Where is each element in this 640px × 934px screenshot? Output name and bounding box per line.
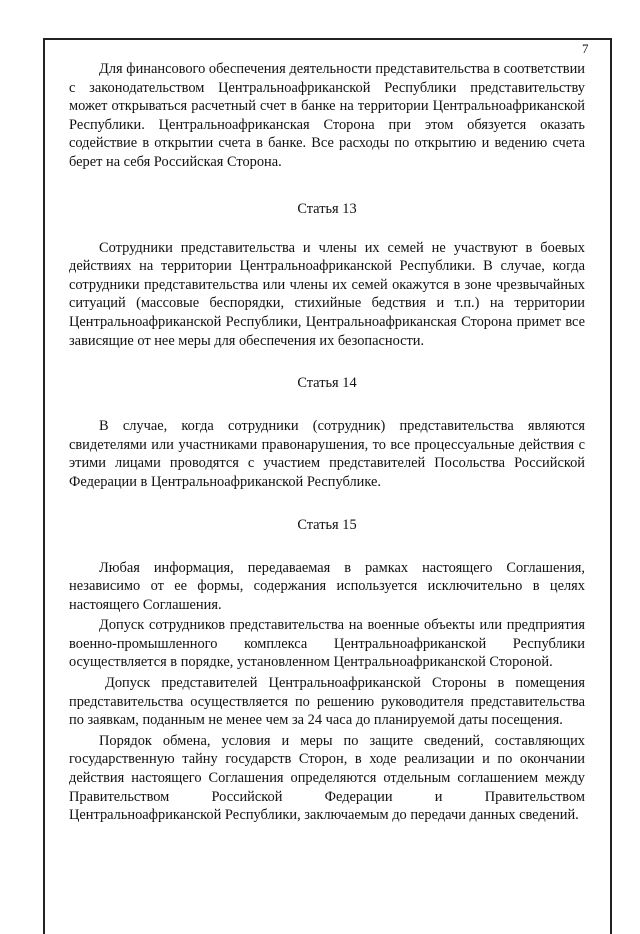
- paragraph-military-access: Допуск сотрудников представительства на военные объекты или предприятия военно-промышленного комплекса Центральноафриканской Республики осуществляется в порядке, установленном Центральноафриканской Стороной.: [69, 617, 585, 671]
- paragraph-information-use: Любая информация, передаваемая в рамках настоящего Соглашения, независимо от ее формы, содержания используется исключительно в целях настоящего Соглашения.: [69, 559, 585, 613]
- paragraph-account-opening: Для финансового обеспечения деятельности представительства в соответствии с законодательством Центральноафриканской Республики представительству может открываться расчетный счет в банке на территории Центральноафриканской Республики. Центральноафриканская Сторона при этом обязуется оказать содействие в открытии счета в банке. Все расходы по открытию и ведению счета берет на себя Российская Сторона.: [69, 61, 585, 170]
- paragraph-state-secrets: Порядок обмена, условия и меры по защите сведений, составляющих государственную тайну государств Сторон, в ходе реализации и по окончании действия настоящего Соглашения определяются отдельным соглашением между Правительством Российской Федерации и Правительством Центральноафриканской Республики, заключаемым до передачи данных сведений.: [69, 732, 585, 824]
- document-body: [69, 60, 585, 825]
- paragraph-offenses: В случае, когда сотрудники (сотрудник) представительства являются свидетелями или участниками правонарушения, то все процессуальные действия с этими лицами проводятся с участием представителей Посольства Российской Федерации в Центральноафриканской Республике.: [69, 418, 585, 490]
- article-15-heading: Статья 15: [297, 516, 357, 533]
- article-14-heading: Статья 14: [297, 375, 357, 392]
- paragraph-premises-access: Допуск представителей Центральноафриканской Стороны в помещения представительства осуществляется по решению руководителя представительства по заявкам, поданным не менее чем за 24 часа до планируемой даты посещения.: [69, 675, 585, 729]
- paragraph-safety: Сотрудники представительства и члены их семей не участвуют в боевых действиях на территории Центральноафриканской Республики. В случае, когда сотрудники представительства или члены их семей окажутся в зоне чрезвычайных ситуаций (массовые беспорядки, стихийные бедствия и т.п.) на территории Центральноафриканской Республики, Центральноафриканская Сторона примет все зависящие от нее меры для обеспечения их безопасности.: [69, 239, 585, 349]
- article-13-heading: Статья 13: [297, 200, 357, 217]
- page-number: 7: [582, 41, 589, 56]
